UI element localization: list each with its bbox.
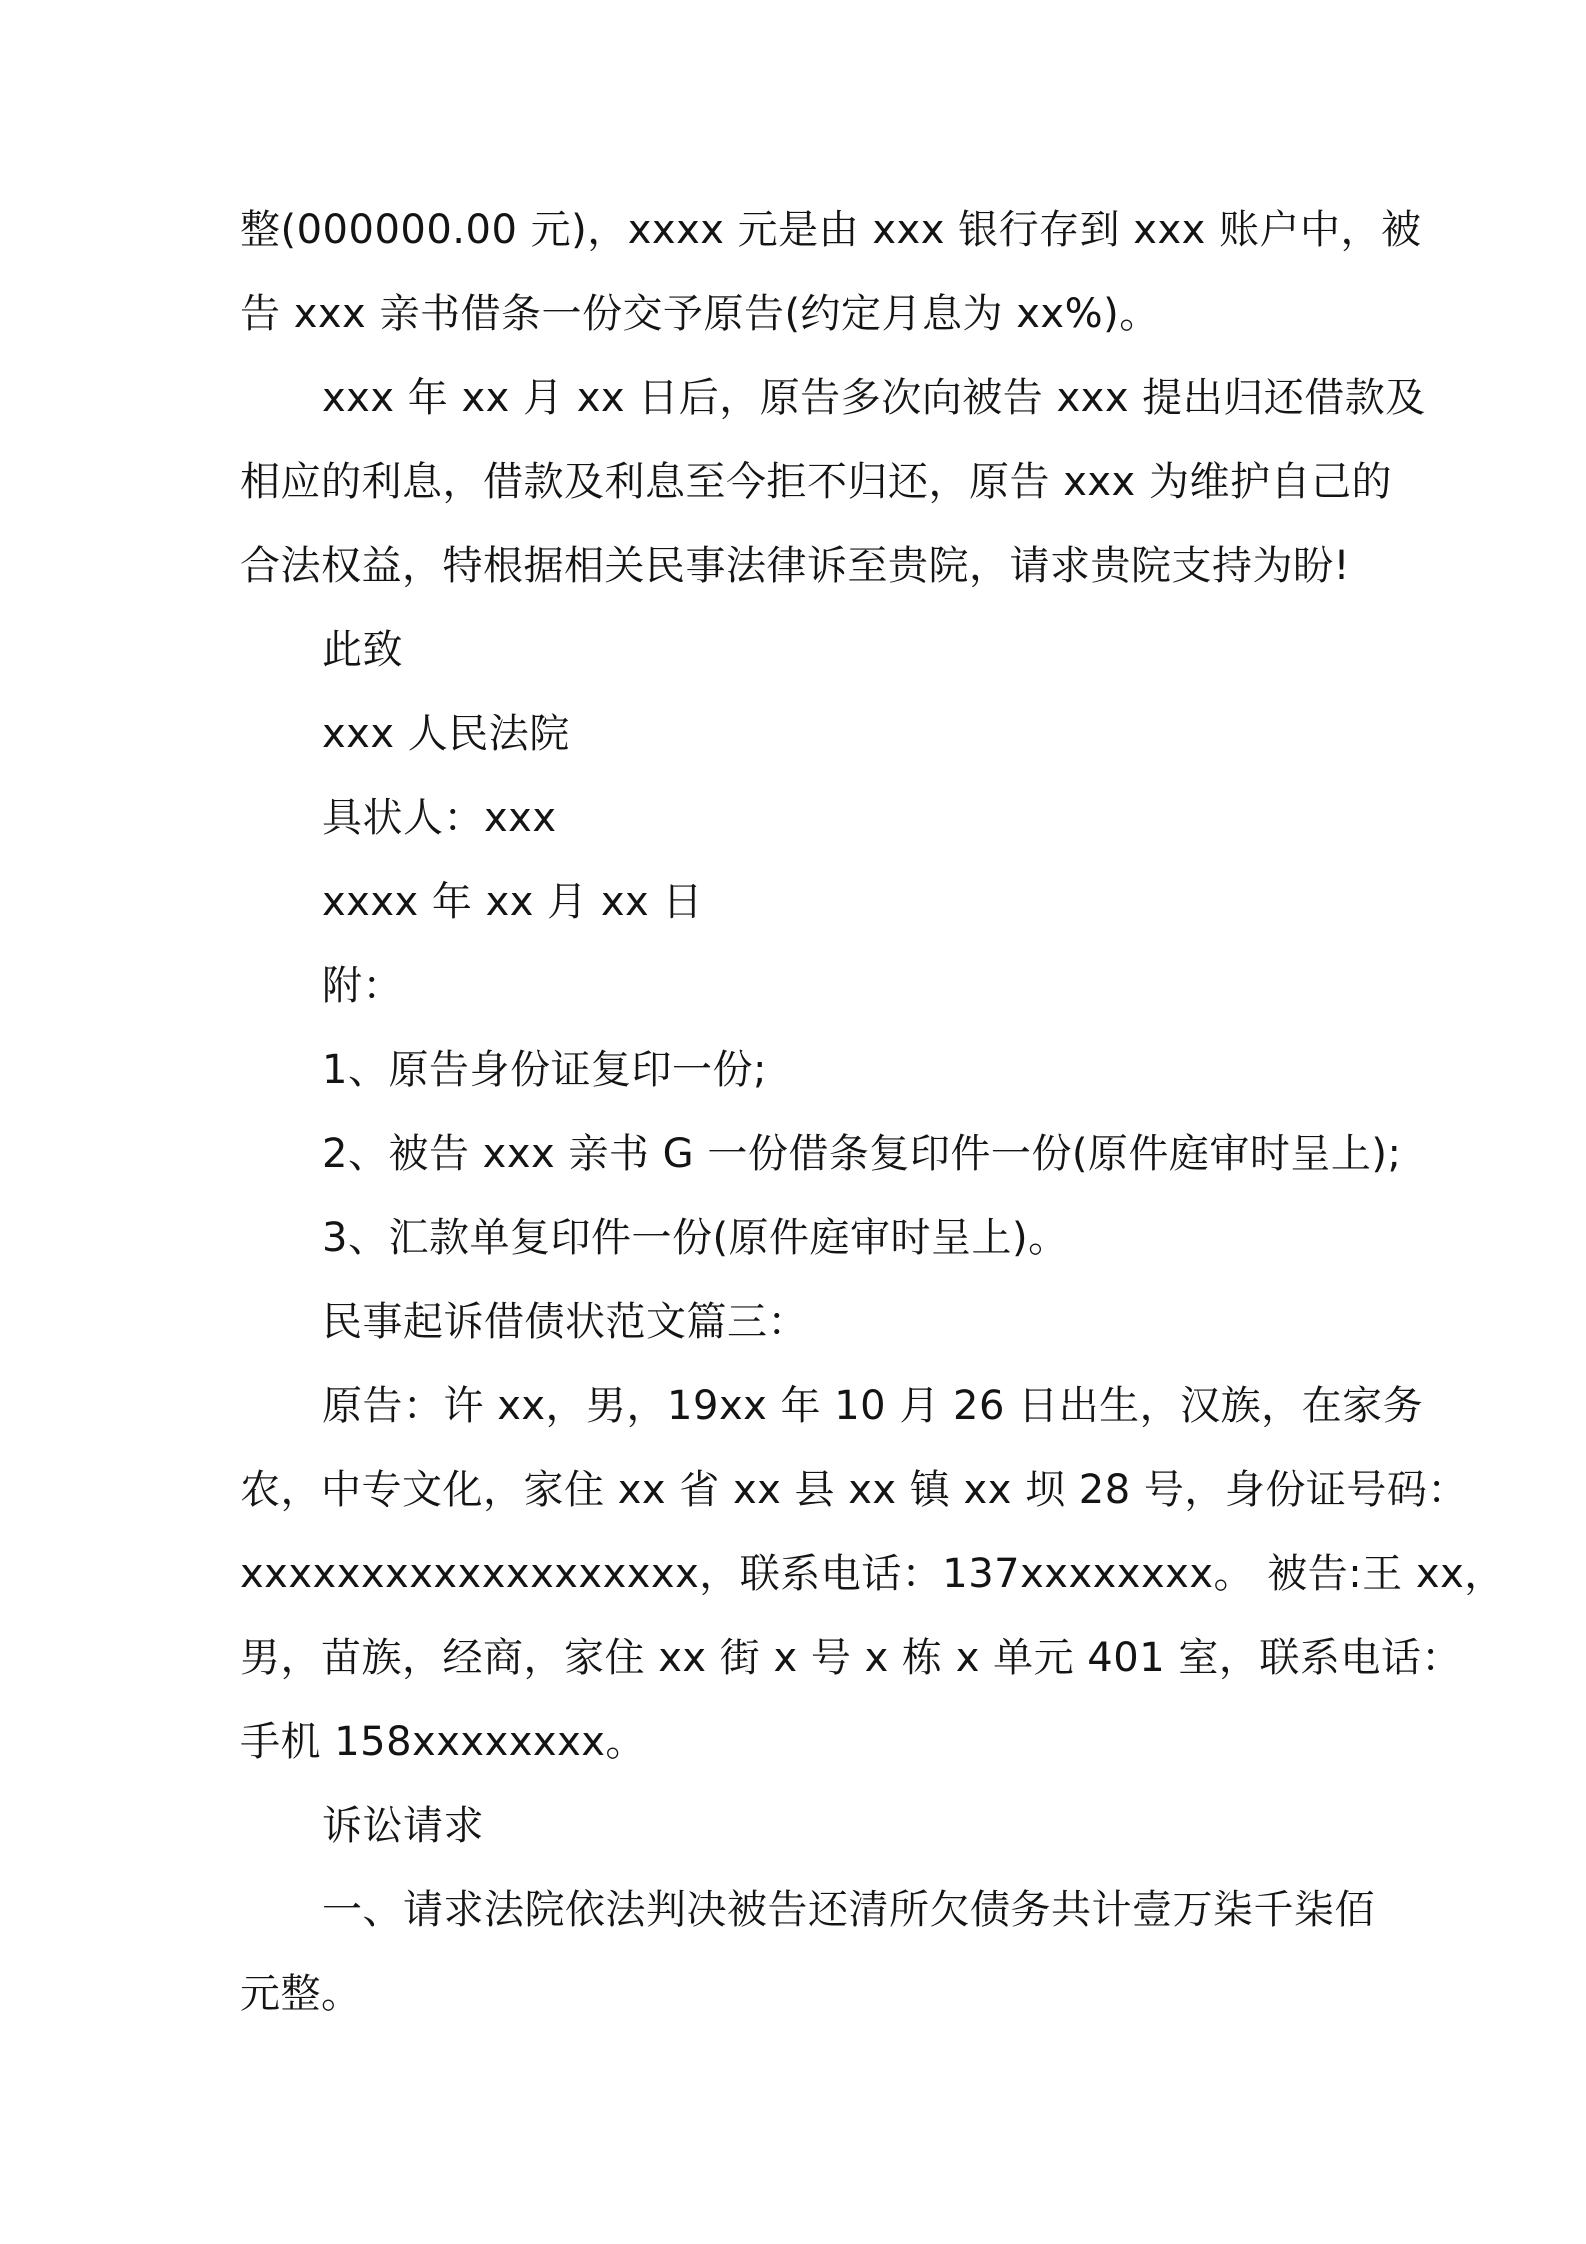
claim-1-line-2: 元整。 (240, 1971, 362, 2017)
paragraph-1-line-1: 整(000000.00 元)，xxxx 元是由 xxx 银行存到 xxx 账户中，被 (240, 207, 1422, 253)
attachments-heading: 附： (322, 963, 403, 1009)
attachment-item-3: 3、汇款单复印件一份(原件庭审时呈上)。 (322, 1215, 1069, 1261)
attachment-item-1: 1、原告身份证复印一份; (322, 1047, 767, 1093)
section-title: 民事起诉借债状范文篇三： (322, 1299, 808, 1345)
court-name: xxx 人民法院 (322, 711, 570, 757)
salutation: 此致 (322, 627, 403, 673)
petitioner: 具状人：xxx (322, 795, 557, 841)
claims-heading: 诉讼请求 (322, 1803, 484, 1849)
paragraph-2-line-1: xxx 年 xx 月 xx 日后，原告多次向被告 xxx 提出归还借款及 (322, 375, 1426, 421)
claim-1-line-1: 一、请求法院依法判决被告还清所欠债务共计壹万柒千柒佰 (322, 1887, 1375, 1933)
paragraph-2-line-3: 合法权益，特根据相关民事法律诉至贵院，请求贵院支持为盼! (240, 543, 1351, 589)
plaintiff-line-3: xxxxxxxxxxxxxxxxxxx，联系电话：137xxxxxxxx。 被告:王 xx， (240, 1551, 1505, 1597)
attachment-item-2: 2、被告 xxx 亲书 G 一份借条复印件一份(原件庭审时呈上); (322, 1131, 1402, 1177)
document-body (240, 188, 1505, 2036)
paragraph-2-line-2: 相应的利息，借款及利息至今拒不归还，原告 xxx 为维护自己的 (240, 459, 1392, 505)
defendant-line-2: 手机 158xxxxxxxx。 (240, 1719, 646, 1765)
defendant-line-1: 男，苗族，经商，家住 xx 街 x 号 x 栋 x 单元 401 室，联系电话： (240, 1635, 1462, 1681)
date-line: xxxx 年 xx 月 xx 日 (322, 879, 703, 925)
paragraph-1-line-2: 告 xxx 亲书借条一份交予原告(约定月息为 xx%)。 (240, 291, 1160, 337)
plaintiff-line-2: 农，中专文化，家住 xx 省 xx 县 xx 镇 xx 坝 28 号，身份证号码： (240, 1467, 1468, 1513)
plaintiff-line-1: 原告：许 xx，男，19xx 年 10 月 26 日出生，汉族，在家务 (322, 1383, 1424, 1429)
